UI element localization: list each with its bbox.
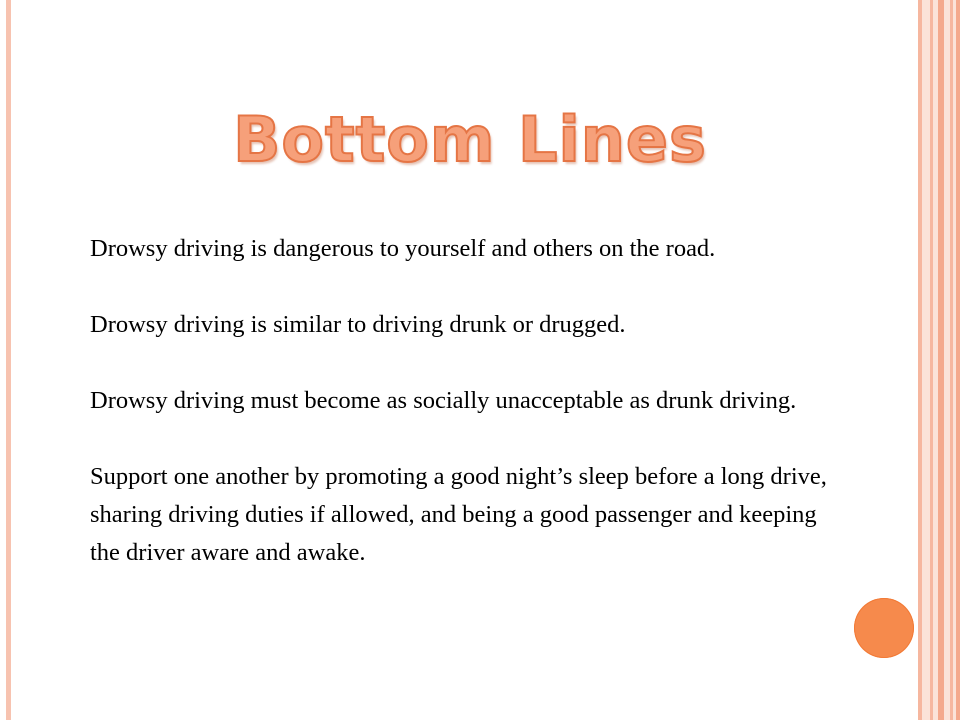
body-paragraph: Drowsy driving must become as socially unacceptable as drunk driving.	[90, 387, 797, 414]
right-stripe	[956, 0, 960, 720]
right-stripe	[950, 0, 953, 720]
slide-body	[90, 230, 835, 572]
right-stripe	[930, 0, 933, 720]
body-paragraph: Support one another by promoting a good night’s sleep before a long drive, sharing driving duties if allowed, and being a good passenger and keeping the driver aware and awake.	[90, 463, 827, 566]
left-border-decoration	[6, 0, 11, 720]
body-paragraph: Drowsy driving is similar to driving drunk or drugged.	[90, 311, 626, 338]
body-paragraph: Drowsy driving is dangerous to yourself and others on the road.	[90, 235, 716, 262]
right-stripe	[938, 0, 944, 720]
accent-circle-decoration	[854, 598, 914, 658]
slide-title: Bottom Lines	[233, 103, 707, 176]
right-stripe	[918, 0, 922, 720]
